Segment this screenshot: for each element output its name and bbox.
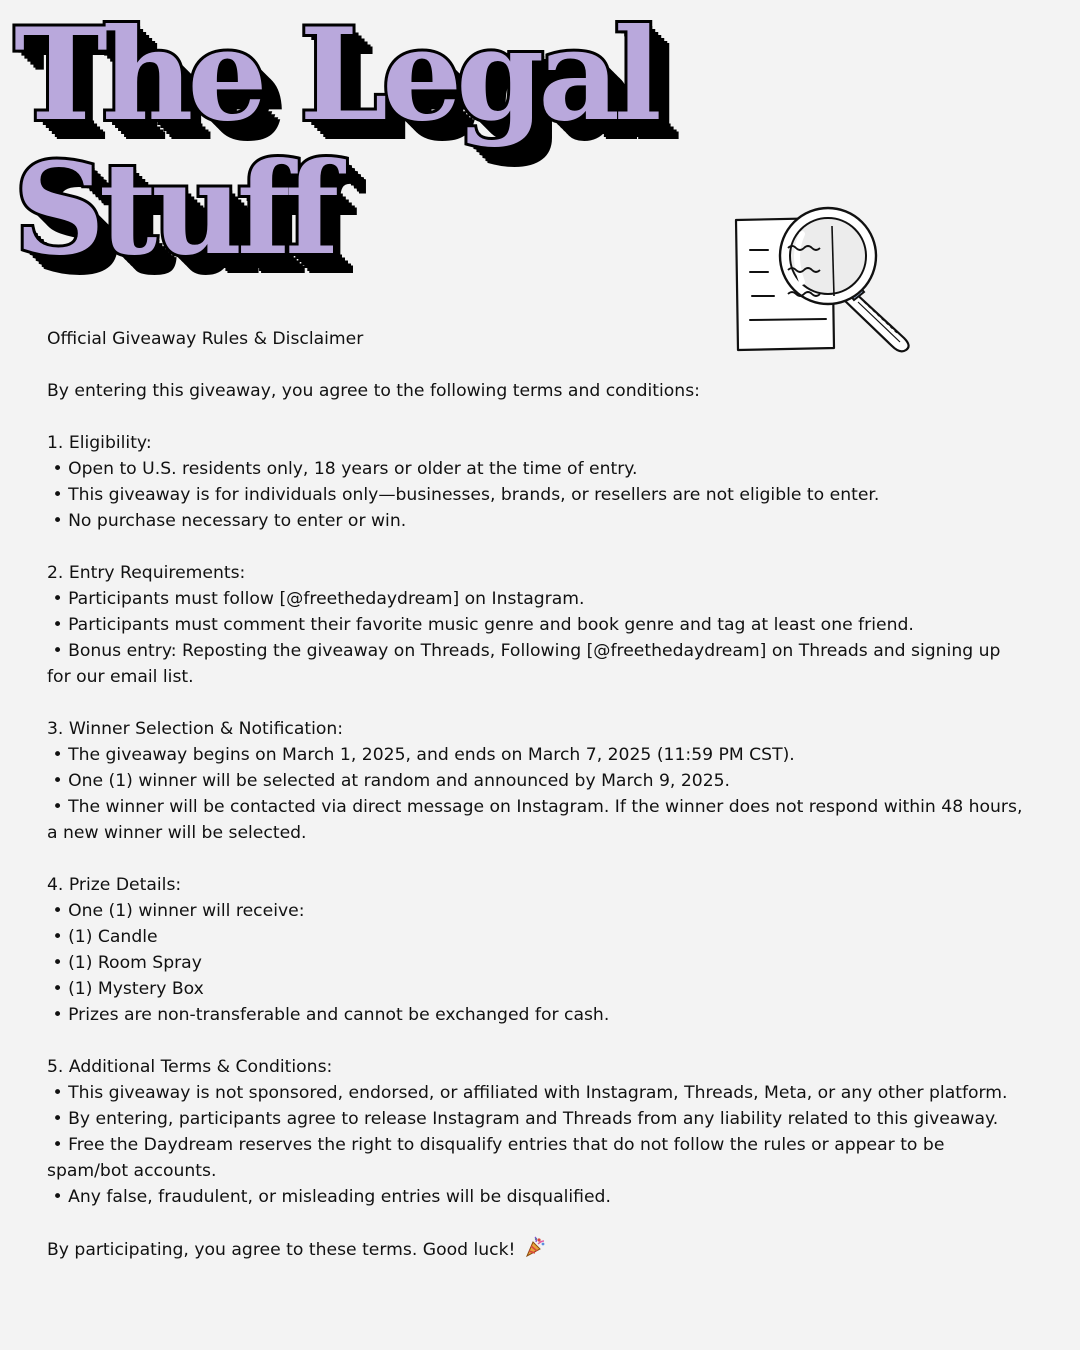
rules-subtitle: Official Giveaway Rules & Disclaimer (47, 329, 364, 349)
intro-text: By entering this giveaway, you agree to the following terms and conditions: (47, 381, 700, 401)
list-item: • No purchase necessary to enter or win. (47, 508, 1037, 534)
list-item-continuation: a new winner will be selected. (47, 823, 307, 843)
list-item: • (1) Mystery Box (47, 976, 1037, 1002)
list-item: • Participants must follow [@freethedaydream] on Instagram. (47, 586, 1037, 612)
list-item: • Prizes are non-transferable and cannot be exchanged for cash. (47, 1002, 1037, 1028)
list-item: • (1) Room Spray (47, 950, 1037, 976)
list-item: • (1) Candle (47, 924, 1037, 950)
party-popper-icon (524, 1236, 546, 1258)
list-item: • Open to U.S. residents only, 18 years or older at the time of entry. (47, 456, 1037, 482)
list-item: • This giveaway is not sponsored, endorsed, or affiliated with Instagram, Threads, Meta, or any other platform. (47, 1080, 1037, 1106)
list-item: • One (1) winner will be selected at random and announced by March 9, 2025. (47, 768, 1037, 794)
section-heading-winner-selection: 3. Winner Selection & Notification: (47, 719, 344, 739)
closing-line (47, 1236, 1037, 1263)
section-heading-eligibility: 1. Eligibility: (47, 433, 152, 453)
list-item: • One (1) winner will receive: (47, 898, 1037, 924)
list-item: • This giveaway is for individuals only—businesses, brands, or resellers are not eligible to enter. (47, 482, 1037, 508)
list-item: • Free the Daydream reserves the right to disqualify entries that do not follow the rules or appear to be (47, 1132, 1037, 1158)
list-item: • Bonus entry: Reposting the giveaway on Threads, Following [@freethedaydream] on Threads and signing up (47, 638, 1037, 664)
list-item: • The winner will be contacted via direct message on Instagram. If the winner does not respond within 48 hours, (47, 794, 1037, 820)
section-heading-prize-details: 4. Prize Details: (47, 875, 182, 895)
list-item: • The giveaway begins on March 1, 2025, and ends on March 7, 2025 (11:59 PM CST). (47, 742, 1037, 768)
section-heading-entry-requirements: 2. Entry Requirements: (47, 563, 246, 583)
list-item-continuation: for our email list. (47, 667, 194, 687)
rules-body (47, 326, 1037, 1263)
list-item: • By entering, participants agree to release Instagram and Threads from any liability related to this giveaway. (47, 1106, 1037, 1132)
page-title (14, 1, 656, 283)
list-item-continuation: spam/bot accounts. (47, 1161, 217, 1181)
list-item: • Any false, fraudulent, or misleading entries will be disqualified. (47, 1184, 1037, 1210)
list-item: • Participants must comment their favorite music genre and book genre and tag at least one friend. (47, 612, 1037, 638)
title-line-2: Stuff (14, 135, 334, 283)
closing-text: By participating, you agree to these terms. Good luck! (47, 1240, 516, 1260)
title-line-1: The Legal (14, 1, 656, 149)
section-heading-additional-terms: 5. Additional Terms & Conditions: (47, 1057, 333, 1077)
